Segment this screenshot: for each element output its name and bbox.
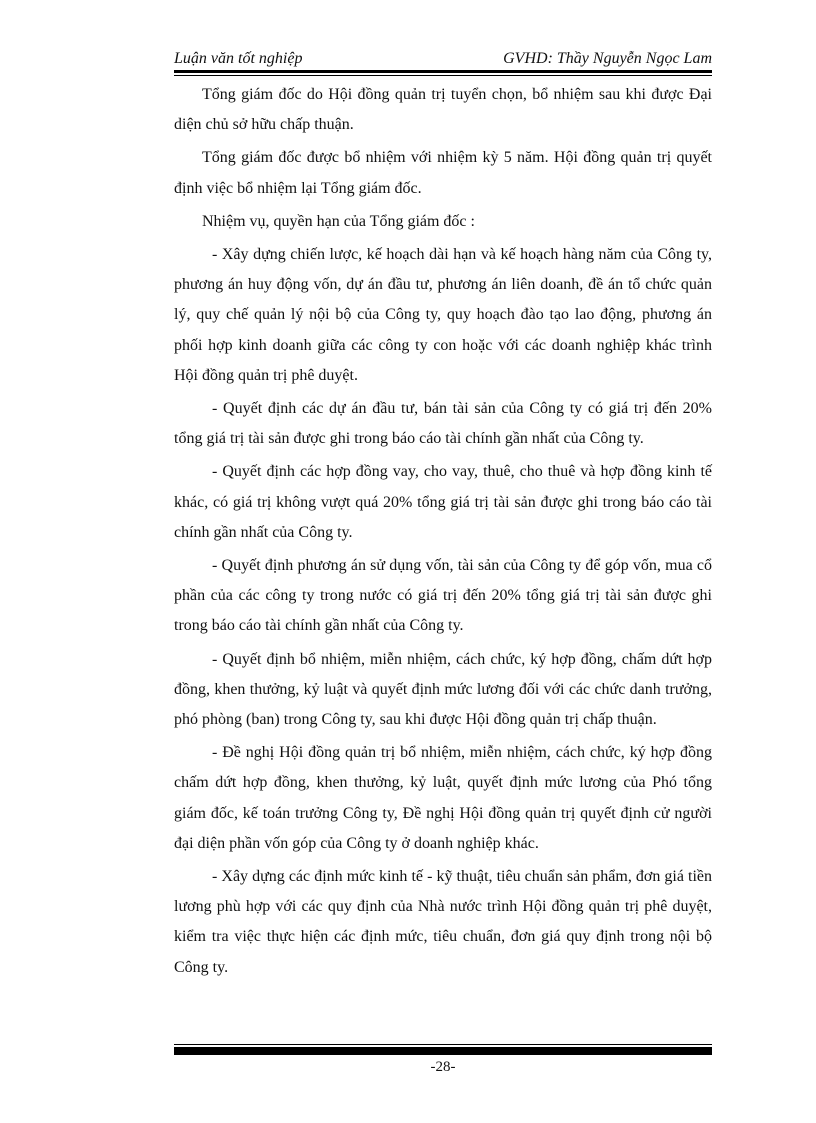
- paragraph-appointment: Tổng giám đốc do Hội đồng quản trị tuyển chọn, bổ nhiệm sau khi được Đại diện chủ sở hữu chấp thuận.: [174, 86, 712, 134]
- duty-item-personnel: - Quyết định bổ nhiệm, miễn nhiệm, cách chức, ký hợp đồng, chấm dứt hợp đồng, khen thưởng, kỷ luật và quyết định mức lương đối với các chức danh trưởng, phó phòng (ban) trong Công ty, sau khi được Hội đồng quản trị chấp thuận.: [174, 650, 712, 729]
- header-rule-thick: [174, 70, 712, 73]
- duty-item-investment: - Quyết định các dự án đầu tư, bán tài sản của Công ty có giá trị đến 20% tổng giá trị tài sản được ghi trong báo cáo tài chính gần nhất của Công ty.: [174, 400, 712, 448]
- duty-item-capital: - Quyết định phương án sử dụng vốn, tài sản của Công ty để góp vốn, mua cổ phần của các công ty trong nước có giá trị đến 20% tổng giá trị tài sản được ghi trong báo cáo tài chính gần nhất của Công ty.: [174, 557, 712, 635]
- page-header: [174, 48, 712, 70]
- body-text: [174, 80, 712, 986]
- page-number: -28-: [430, 1059, 456, 1075]
- duty-item-strategy: - Xây dựng chiến lược, kế hoạch dài hạn và kế hoạch hàng năm của Công ty, phương án huy động vốn, dự án đầu tư, phương án liên doanh, đề án tổ chức quản lý, quy chế quản lý nội bộ của Công ty, quy hoạch đào tạo lao động, phương án phối hợp kinh doanh giữa các công ty con hoặc với các doanh nghiệp khác trình Hội đồng quản trị phê duyệt.: [174, 246, 712, 384]
- header-advisor: GVHD: Thầy Nguyễn Ngọc Lam: [503, 50, 712, 67]
- duty-item-norms: - Xây dựng các định mức kinh tế - kỹ thuật, tiêu chuẩn sản phẩm, đơn giá tiền lương phù hợp với các quy định của Nhà nước trình Hội đồng quản trị phê duyệt, kiểm tra việc thực hiện các định mức, tiêu chuẩn, đơn giá quy định trong nội bộ Công ty.: [174, 868, 712, 976]
- header-thesis-title: Luận văn tốt nghiệp: [174, 50, 303, 67]
- paragraph-term: Tổng giám đốc được bổ nhiệm với nhiệm kỳ 5 năm. Hội đồng quản trị quyết định việc bổ nhiệm lại Tổng giám đốc.: [174, 149, 712, 197]
- paragraph-duties-heading: Nhiệm vụ, quyền hạn của Tổng giám đốc :: [202, 212, 475, 230]
- header-rule-thin: [174, 75, 712, 76]
- footer-rule-thick: [174, 1047, 712, 1055]
- duty-item-proposals: - Đề nghị Hội đồng quản trị bổ nhiệm, miễn nhiệm, cách chức, ký hợp đồng chấm dứt hợp đồng, khen thưởng, kỷ luật, quyết định mức lương của Phó tổng giám đốc, kế toán trưởng Công ty, Đề nghị Hội đồng quản trị quyết định cử người đại diện phần vốn góp của Công ty ở doanh nghiệp khác.: [174, 744, 712, 852]
- duty-item-contracts: - Quyết định các hợp đồng vay, cho vay, thuê, cho thuê và hợp đồng kinh tế khác, có giá trị không vượt quá 20% tổng giá trị tài sản được ghi trong báo cáo tài chính gần nhất của Công ty.: [174, 463, 712, 541]
- footer-rule-thin: [174, 1044, 712, 1045]
